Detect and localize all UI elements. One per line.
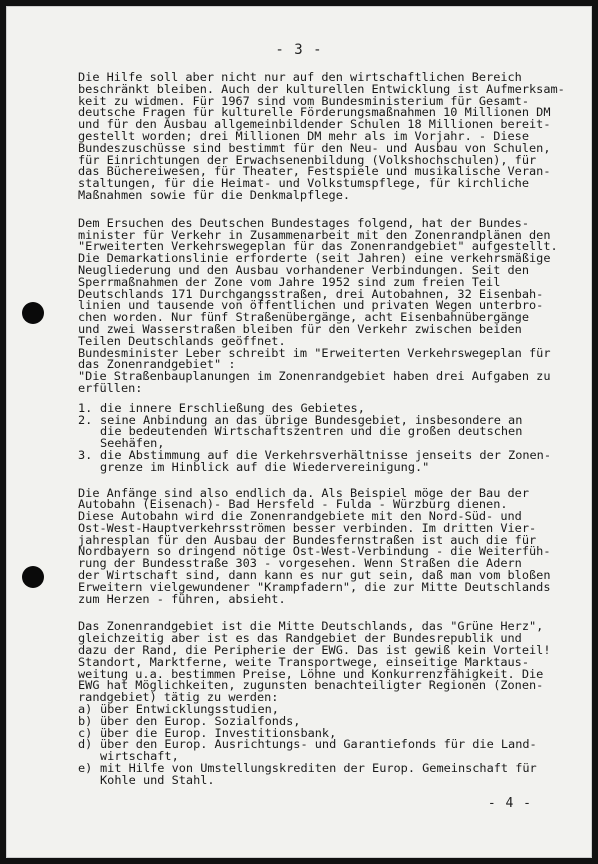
list-letter: c) bbox=[78, 725, 93, 740]
list-letter: b) bbox=[78, 713, 93, 728]
list-letter: e) bbox=[78, 761, 93, 776]
punch-hole bbox=[22, 302, 44, 324]
list-item bbox=[78, 412, 573, 451]
list-text: mit Hilfe von Umstellungskrediten der Europ. Gemeinschaft für Kohle und Stahl. bbox=[100, 761, 537, 787]
list-letter: a) bbox=[78, 702, 93, 717]
task-list bbox=[78, 400, 573, 474]
list-text: über den Europ. Ausrichtungs- und Garantiefonds für die Land- wirtschaft, bbox=[100, 737, 537, 764]
list-text: die innere Erschließung des Gebietes, bbox=[100, 400, 365, 415]
list-text: über den Europ. Sozialfonds, bbox=[100, 713, 301, 728]
list-letter: d) bbox=[78, 737, 93, 752]
document-body bbox=[78, 72, 573, 787]
list-text: die Abstimmung auf die Verkehrsverhältnisse jenseits der Zonen- grenze im Hinblick auf die Wiedervereinigung." bbox=[100, 447, 552, 474]
punch-hole bbox=[22, 566, 44, 588]
list-text: seine Anbindung an das übrige Bundesgebiet, insbesondere an die bedeutenden Wirtschaftszentren und die großen deutschen Seehäfen, bbox=[100, 412, 523, 451]
list-number: 1. bbox=[78, 400, 93, 415]
list-number: 2. bbox=[78, 412, 93, 427]
ewg-options-list bbox=[78, 704, 573, 787]
next-page-marker: - 4 - bbox=[487, 796, 532, 811]
list-text: über die Europ. Investitionsbank, bbox=[100, 725, 337, 740]
paragraph-cultural-aid: Die Hilfe soll aber nicht nur auf den wirtschaftlichen Bereich beschränkt bleiben. Auch der kulturellen Entwicklung ist Aufmerksam- keit zu widmen. Für 1967 sind vom Bundesministerium für Gesamt- deutsche Fragen für kulturelle Förderungsmaßnahmen 10 Millionen DM und für den Ausbau allgemeinbildender Schulen 18 Millionen bereit- gestellt worden; drei Millionen DM mehr als im Vorjahr. - Diese Bundeszuschüsse sind bestimmt für den Neu- und Ausbau von Schulen, für Einrichtungen der Erwachsenenbildung (Volkshochschulen), für das Büchereiwesen, für Theater, Festspiele und musikalische Veran- staltungen, für die Heimat- und Volkstumspflege, für kirchliche Maßnahmen sowie für die Denkmalpflege. bbox=[78, 70, 565, 202]
list-number: 3. bbox=[78, 447, 93, 462]
paragraph-autobahn: Die Anfänge sind also endlich da. Als Beispiel möge der Bau der Autobahn (Eisenach)- Bad Hersfeld - Fulda - Würzburg dienen. Diese Autobahn wird die Zonenrandgebiete mit den Nord-Süd- und Ost-West-Hauptverkehrsströmen besser verbinden. Im dritten Vier- jahresplan für den Ausbau der Bundesfernstraßen ist auch die für Nordbayern so dringend nötige Ost-West-Verbindung - die Weiterfüh- rung der Bundesstraße 303 - vorgesehen. Wenn Straßen die Adern der Wirtschaft sind, dann kann es nur gut sein, daß man vom bloßen Erweitern vielgewundener "Krampfadern", die zur Mitte Deutschlands zum Herzen - führen, absieht. bbox=[78, 485, 551, 606]
list-item bbox=[78, 739, 573, 763]
page-number: - 3 - bbox=[275, 42, 323, 58]
paragraph-traffic-plan: Dem Ersuchen des Deutschen Bundestages folgend, hat der Bundes- minister für Verkehr in Zusammenarbeit mit den Zonenrandplänen den "Erweiterten Verkehrswegeplan für das Zonenrandgebiet" aufgestellt. Die Demarkationslinie erforderte (seit Jahren) eine verkehrsmäßige Neugliederung und den Ausbau vorhandener Verbindungen. Seit den Sperrmaßnahmen der Zone vom Jahre 1952 sind zum freien Teil Deutschlands 171 Durchgangsstraßen, drei Autobahnen, 32 Eisenbah- linien und tausende von öffentlichen und privaten Wegen unterbro- chen worden. Nur fünf Straßenübergänge, acht Eisenbahnübergänge und zwei Wasserstraßen bleiben für den Verkehr zwischen beiden Teilen Deutschlands geöffnet. Bundesminister Leber schreibt im "Erweiterten Verkehrswegeplan für das Zonenrandgebiet" : "Die Straßenbauplanungen im Zonenrandgebiet haben drei Aufgaben zu erfüllen: bbox=[78, 215, 558, 395]
paragraph-ewg: Das Zonenrandgebiet ist die Mitte Deutschlands, das "Grüne Herz", gleichzeitig aber ist es das Randgebiet der Bundesrepublik und dazu der Rand, die Peripherie der EWG. Das ist gewiß kein Vorteil! Standort, Marktferne, weite Transportwege, einseitige Marktaus- weitung u.a. bestimmen Preise, Löhne und Konkurrenzfähigkeit. Die EWG hat Möglichkeiten, zugunsten benachteiligter Regionen (Zonen- randgebiet) tätig zu werden: bbox=[78, 619, 551, 705]
list-item bbox=[78, 447, 573, 474]
list-item bbox=[78, 763, 573, 787]
list-text: über Entwicklungsstudien, bbox=[100, 702, 279, 717]
